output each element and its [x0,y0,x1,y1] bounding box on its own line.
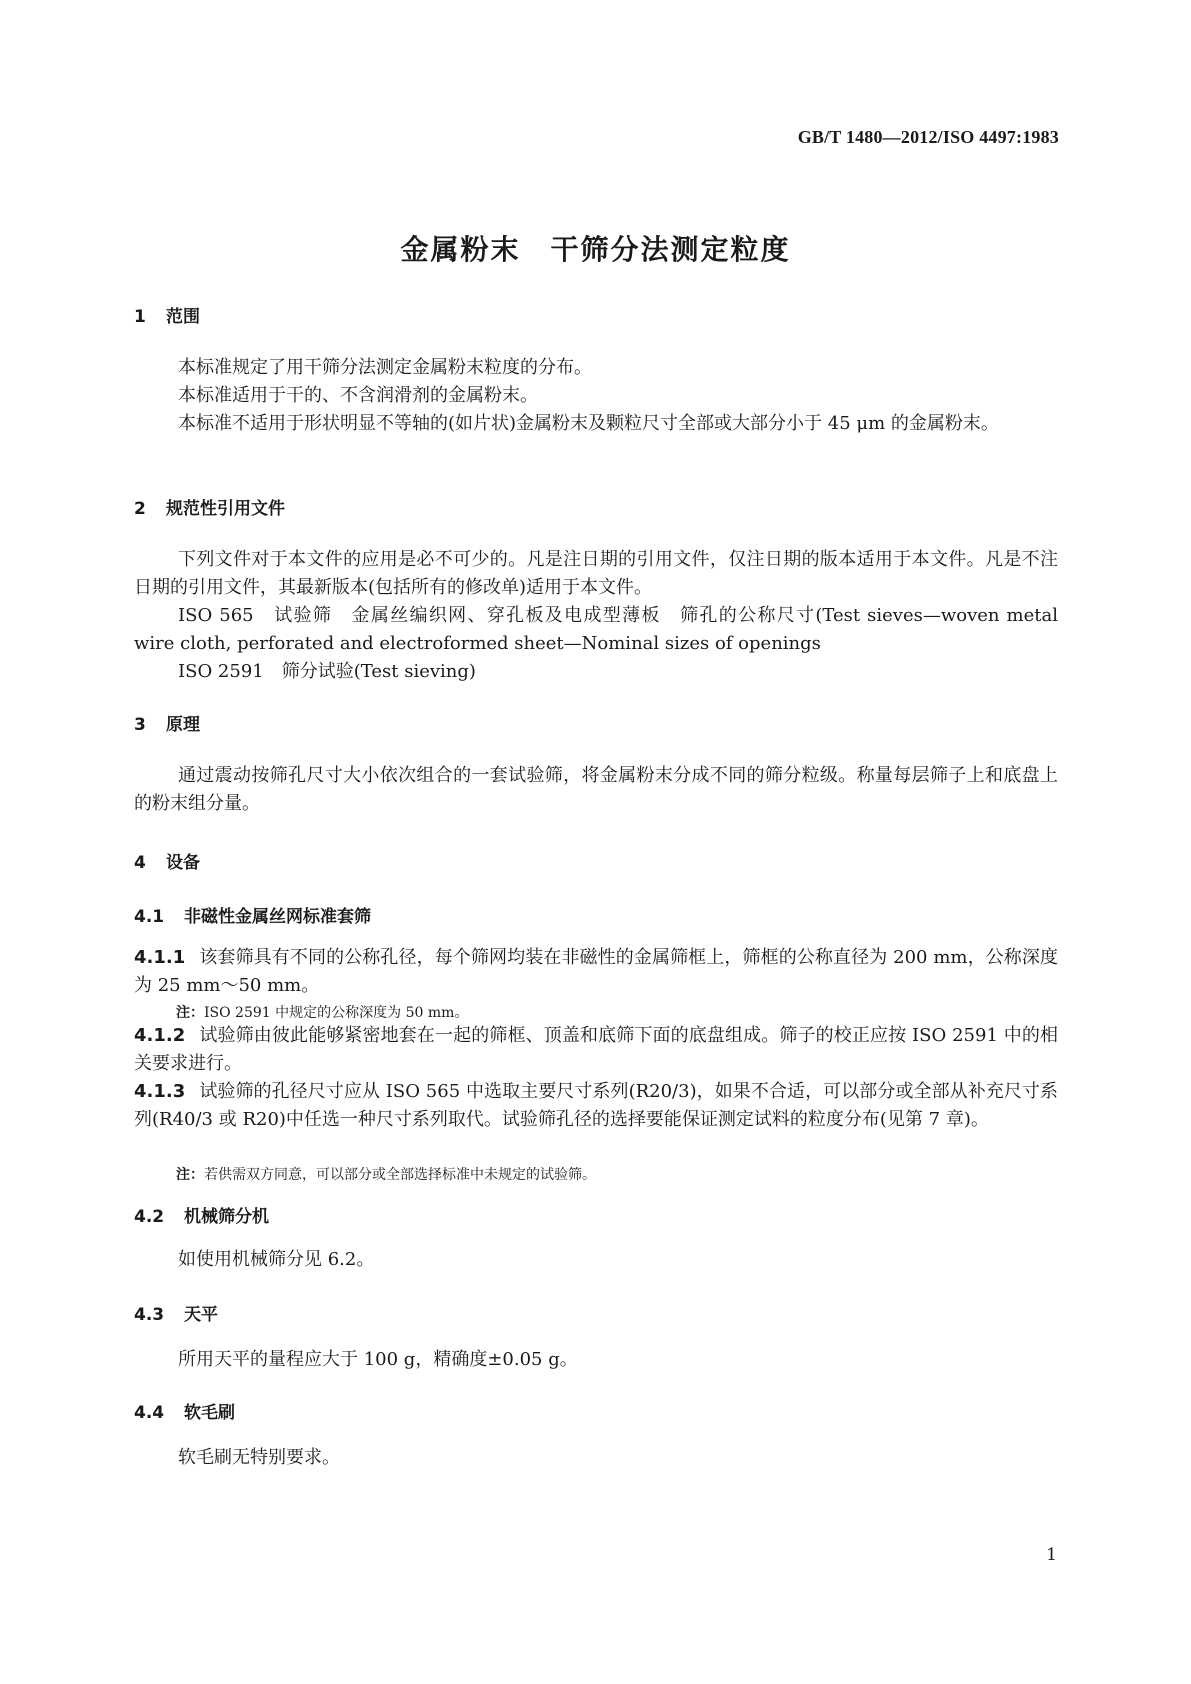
clause-text: 试验筛由彼此能够紧密地套在一起的筛框、顶盖和底筛下面的底盘组成。筛子的校正应按 ISO 2591 中的相关要求进行。 [134,1025,1058,1074]
section-4-2-heading [134,1202,269,1227]
section-1-para-3: 本标准不适用于形状明显不等轴的(如片状)金属粉末及颗粒尺寸全部或大部分小于 45 μm 的金属粉末。 [178,413,999,434]
standard-code: GB/T 1480—2012/ISO 4497:1983 [797,127,1059,147]
page-number: 1 [1046,1545,1057,1565]
section-2-heading [134,494,285,519]
section-3-para-1: 通过震动按筛孔尺寸大小依次组合的一套试验筛，将金属粉末分成不同的筛分粒级。称量每层筛子上和底盘上的粉末组分量。 [134,765,1058,814]
note-label: 注： [176,1167,204,1183]
section-title: 范围 [166,307,200,327]
note-4-1-1 [176,1002,468,1022]
note-text: 若供需双方同意，可以部分或全部选择标准中未规定的试验筛。 [204,1167,596,1183]
section-number: 2 [134,499,146,519]
document-title: 金属粉末 干筛分法测定粒度 [400,233,791,266]
section-title: 软毛刷 [184,1403,235,1423]
section-title: 规范性引用文件 [166,499,285,519]
section-4-1-heading [134,902,371,927]
section-number: 3 [134,715,146,735]
section-title: 设备 [166,853,200,873]
clause-4-1-1 [134,944,1058,1000]
section-4-3-heading [134,1300,218,1325]
section-3-heading [134,710,200,735]
section-2-para-1: 下列文件对于本文件的应用是必不可少的。凡是注日期的引用文件，仅注日期的版本适用于本文件。凡是不注日期的引用文件，其最新版本(包括所有的修改单)适用于本文件。 [134,549,1058,598]
clause-number: 4.1.3 [134,1081,186,1102]
section-4-4-heading [134,1398,235,1423]
section-2-ref-iso565: ISO 565 试验筛 金属丝编织网、穿孔板及电成型薄板 筛孔的公称尺寸(Test sieves—woven metal wire cloth, perforated and electroformed sheet—Nominal sizes of openings [134,605,1058,654]
section-number: 4.3 [134,1305,165,1325]
section-number: 1 [134,307,146,327]
section-1-para-1: 本标准规定了用干筛分法测定金属粉末粒度的分布。 [178,357,592,378]
section-1-para-2: 本标准适用于干的、不含润滑剂的金属粉末。 [178,385,538,406]
section-title: 天平 [184,1305,218,1325]
clause-number: 4.1.2 [134,1025,186,1046]
clause-4-1-2 [134,1022,1058,1078]
section-1-heading [134,302,200,327]
section-number: 4.2 [134,1207,165,1227]
note-text: ISO 2591 中规定的公称深度为 50 mm。 [204,1005,469,1021]
clause-number: 4.1.1 [134,947,186,968]
note-label: 注： [176,1005,204,1021]
section-title: 原理 [166,715,200,735]
section-number: 4 [134,853,146,873]
section-4-4-para: 软毛刷无特别要求。 [178,1447,340,1468]
note-4-1-3 [176,1164,596,1184]
section-title: 非磁性金属丝网标准套筛 [184,907,371,927]
section-number: 4.4 [134,1403,165,1423]
section-2-ref-iso2591: ISO 2591 筛分试验(Test sieving) [178,661,476,682]
section-4-2-para: 如使用机械筛分见 6.2。 [178,1249,375,1270]
section-title: 机械筛分机 [184,1207,269,1227]
clause-4-1-3 [134,1078,1058,1134]
clause-text: 该套筛具有不同的公称孔径，每个筛网均装在非磁性的金属筛框上，筛框的公称直径为 200 mm，公称深度为 25 mm～50 mm。 [134,947,1058,996]
clause-text: 试验筛的孔径尺寸应从 ISO 565 中选取主要尺寸系列(R20/3)，如果不合适，可以部分或全部从补充尺寸系列(R40/3 或 R20)中任选一种尺寸系列取代。试验筛孔径的选择要能保证测定试料的粒度分布(见第 7 章)。 [134,1081,1058,1130]
section-4-heading [134,848,200,873]
section-number: 4.1 [134,907,165,927]
section-4-3-para: 所用天平的量程应大于 100 g，精确度±0.05 g。 [178,1349,578,1370]
